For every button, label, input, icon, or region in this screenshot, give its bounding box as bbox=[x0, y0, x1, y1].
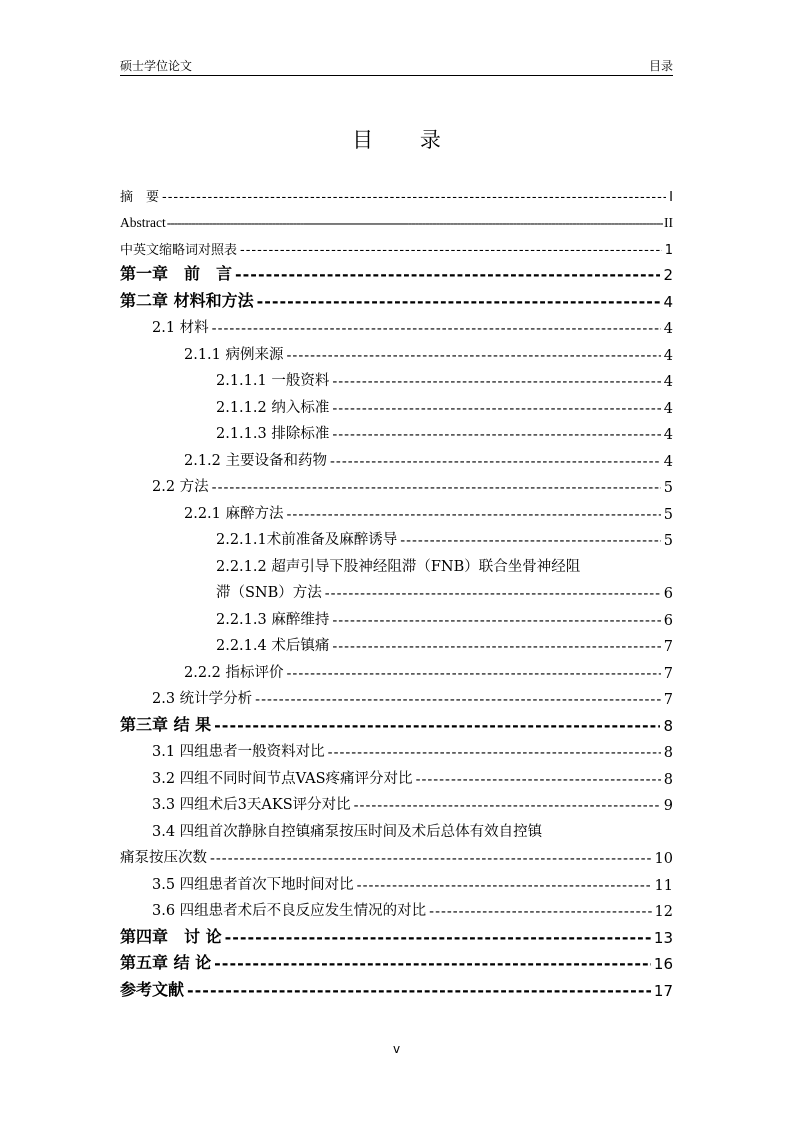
table-of-contents bbox=[120, 178, 673, 1000]
toc-entry-3-3[interactable]: 3.3 四组术后3天AKS评分对比 ----- 9 bbox=[120, 788, 673, 815]
toc-entry-2-1-1-2[interactable]: 2.1.1.2 纳入标准 ----- 4 bbox=[120, 390, 673, 417]
toc-entry-2-2-1[interactable]: 2.2.1 麻醉方法 ----- 5 bbox=[120, 496, 673, 523]
toc-entry-chapter-1[interactable]: 第一章 前 言 ----- 2 bbox=[120, 258, 673, 285]
leader-dots bbox=[187, 981, 651, 1000]
toc-entry-abstract-cn[interactable]: 摘 要 ----- I bbox=[120, 178, 673, 205]
leader-dots bbox=[400, 533, 661, 549]
leader-dots bbox=[332, 427, 660, 443]
page-title: 目 录 bbox=[352, 128, 461, 152]
toc-entry-2-2-1-2-line2[interactable]: 滞（SNB）方法 ----- 6 bbox=[120, 576, 673, 603]
leader-dots bbox=[332, 639, 660, 655]
leader-dots bbox=[162, 190, 666, 205]
toc-entry-3-4-line2[interactable]: 痛泵按压次数 ----- 10 bbox=[120, 841, 673, 868]
leader-dots bbox=[325, 586, 661, 602]
toc-entry-2-1-1[interactable]: 2.1.1 病例来源 ----- 4 bbox=[120, 337, 673, 364]
toc-entry-3-5[interactable]: 3.5 四组患者首次下地时间对比 ----- 11 bbox=[120, 867, 673, 894]
leader-dots bbox=[210, 851, 652, 867]
leader-dots bbox=[240, 243, 662, 258]
leader-dots bbox=[332, 613, 660, 629]
leader-dots bbox=[328, 745, 661, 761]
leader-dots bbox=[287, 666, 661, 682]
leader-dots bbox=[332, 401, 660, 417]
toc-entry-2-2[interactable]: 2.2 方法 ----- 5 bbox=[120, 470, 673, 497]
toc-entry-3-4-line1[interactable]: 3.4 四组首次静脉自控镇痛泵按压时间及术后总体有效自控镇 bbox=[152, 823, 543, 840]
leader-dots bbox=[257, 292, 661, 311]
toc-entry-references[interactable]: 参考文献 ----- 17 bbox=[120, 973, 673, 1000]
leader-dots bbox=[330, 454, 661, 470]
toc-entry-2-2-1-2-line1[interactable]: 2.2.1.2 超声引导下股神经阻滞（FNB）联合坐骨神经阻 bbox=[216, 558, 581, 575]
toc-entry-2-1-2[interactable]: 2.1.2 主要设备和药物 ----- 4 bbox=[120, 443, 673, 470]
leader-dots bbox=[214, 954, 651, 973]
toc-entry-2-2-1-1[interactable]: 2.2.1.1术前准备及麻醉诱导 ----- 5 bbox=[120, 523, 673, 550]
toc-entry-2-3[interactable]: 2.3 统计学分析 ----- 7 bbox=[120, 682, 673, 709]
running-header-right: 目录 bbox=[648, 59, 673, 73]
toc-entry-abbreviations[interactable]: 中英文缩略词对照表 ----- 1 bbox=[120, 231, 673, 258]
leader-dots bbox=[225, 928, 651, 947]
header-rule bbox=[120, 75, 673, 76]
toc-entry-2-2-2[interactable]: 2.2.2 指标评价 ----- 7 bbox=[120, 655, 673, 682]
toc-entry-2-1-1-3[interactable]: 2.1.1.3 排除标准 ----- 4 bbox=[120, 417, 673, 444]
leader-dots bbox=[287, 507, 661, 523]
leader-dots bbox=[167, 215, 663, 231]
toc-entry-3-1[interactable]: 3.1 四组患者一般资料对比 ----- 8 bbox=[120, 735, 673, 762]
leader-dots bbox=[235, 265, 660, 284]
running-header-left: 硕士学位论文 bbox=[120, 59, 193, 73]
leader-dots bbox=[416, 772, 661, 788]
toc-entry-3-2[interactable]: 3.2 四组不同时间节点VAS疼痛评分对比 ----- 8 bbox=[120, 761, 673, 788]
leader-dots bbox=[214, 716, 660, 735]
toc-entry-chapter-5[interactable]: 第五章 结 论 ----- 16 bbox=[120, 947, 673, 974]
toc-entry-3-6[interactable]: 3.6 四组患者术后不良反应发生情况的对比 ----- 12 bbox=[120, 894, 673, 921]
toc-entry-2-2-1-3[interactable]: 2.2.1.3 麻醉维持 ----- 6 bbox=[120, 602, 673, 629]
page-number: v bbox=[392, 1042, 401, 1056]
leader-dots bbox=[255, 692, 661, 708]
toc-entry-chapter-3[interactable]: 第三章 结 果 ----- 8 bbox=[120, 708, 673, 735]
toc-entry-2-2-1-4[interactable]: 2.2.1.4 术后镇痛 ----- 7 bbox=[120, 629, 673, 656]
leader-dots bbox=[287, 348, 661, 364]
toc-entry-2-1-1-1[interactable]: 2.1.1.1 一般资料 ----- 4 bbox=[120, 364, 673, 391]
leader-dots bbox=[212, 480, 661, 496]
toc-entry-chapter-2[interactable]: 第二章 材料和方法 ----- 4 bbox=[120, 284, 673, 311]
leader-dots bbox=[354, 798, 661, 814]
toc-entry-abstract-en[interactable]: Abstract ----- II bbox=[120, 205, 673, 232]
leader-dots bbox=[212, 321, 661, 337]
leader-dots bbox=[332, 374, 660, 390]
leader-dots bbox=[429, 904, 651, 920]
leader-dots bbox=[357, 878, 652, 894]
toc-entry-2-1[interactable]: 2.1 材料 ----- 4 bbox=[120, 311, 673, 338]
toc-entry-chapter-4[interactable]: 第四章 讨 论 ----- 13 bbox=[120, 920, 673, 947]
